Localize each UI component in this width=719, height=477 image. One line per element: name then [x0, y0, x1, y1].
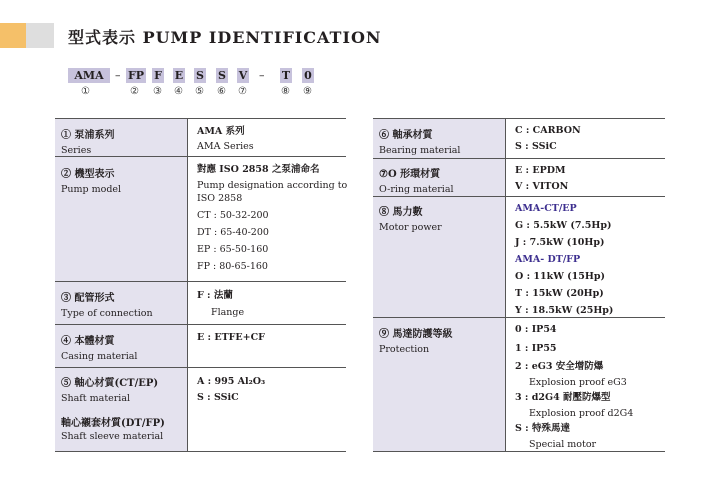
code-part-protection: 0	[302, 68, 314, 83]
value-line: 0 : IP54	[515, 324, 557, 335]
code-part-casing: E	[174, 69, 184, 82]
value-line: 2 : eG3 安全增防爆	[515, 361, 604, 372]
code-dash: –	[115, 69, 121, 82]
code-part-oring: V	[238, 69, 248, 82]
table-row	[55, 324, 346, 368]
label-zh: ⑨ 馬達防護等級	[379, 329, 453, 340]
label-en: Casing material	[61, 351, 138, 362]
code-number: ⑧	[281, 86, 290, 97]
left-spec-table	[55, 118, 346, 452]
row-values	[197, 124, 254, 154]
row-label	[61, 126, 114, 156]
value-line: F : 法蘭	[197, 290, 233, 301]
code-number: ④	[174, 86, 183, 97]
row-label	[379, 325, 452, 355]
value-line: CT : 50-32-200	[197, 210, 269, 221]
code-part-shaft: S	[194, 68, 206, 83]
row-label	[379, 126, 460, 156]
table-row	[55, 156, 346, 282]
value-line: E : ETFE+CF	[197, 332, 265, 343]
row-values	[515, 123, 581, 155]
table-row	[373, 158, 665, 197]
label-zh: ③ 配管形式	[61, 293, 115, 304]
value-line: AMA 系列	[197, 126, 245, 137]
value-line: S : SSiC	[515, 141, 557, 152]
row-values	[197, 330, 265, 345]
row-values	[197, 163, 347, 273]
table-row	[55, 119, 346, 156]
value-line: DT : 65-40-200	[197, 227, 269, 238]
value-line: EP : 65-50-160	[197, 244, 269, 255]
table-row	[55, 281, 346, 325]
label-en: Pump model	[61, 184, 122, 195]
value-line: FP : 80-65-160	[197, 261, 268, 272]
value-line: V : VITON	[515, 181, 569, 192]
value-line: T : 15kW (20Hp)	[515, 288, 604, 299]
value-line: 1 : IP55	[515, 342, 557, 354]
right-spec-table	[373, 118, 665, 452]
label-zh: ⑤ 軸心材質(CT/EP)	[61, 378, 159, 389]
value-line: E : EPDM	[515, 165, 566, 176]
code-number: ⑦	[238, 86, 247, 97]
row-values	[197, 374, 265, 406]
label-zh: ① 泵浦系列	[61, 130, 115, 141]
value-line: J : 7.5kW (10Hp)	[515, 237, 605, 248]
row-label	[379, 203, 442, 233]
value-line: G : 5.5kW (7.5Hp)	[515, 220, 612, 231]
code-number: ⑨	[303, 86, 312, 97]
value-subheading: AMA-CT/EP	[515, 203, 577, 214]
code-part-connection: F	[152, 68, 164, 83]
label-zh: ② 機型表示	[61, 169, 115, 180]
value-line: S : 特殊馬達	[515, 423, 570, 434]
label-zh: ⑧ 馬力數	[379, 207, 423, 218]
accent-bar-orange	[0, 23, 26, 48]
code-number: ①	[81, 86, 90, 97]
row-label	[61, 289, 153, 319]
value-line: C : CARBON	[515, 125, 581, 136]
accent-bar-gray	[26, 23, 54, 48]
value-line: O : 11kW (15Hp)	[515, 271, 606, 282]
value-line: S : SSiC	[197, 392, 239, 403]
table-row	[373, 317, 665, 452]
value-line: Explosion proof d2G4	[529, 407, 634, 419]
code-number: ⑥	[217, 86, 226, 97]
code-number: ②	[130, 86, 139, 97]
label-en: Shaft material	[61, 393, 131, 404]
row-values	[515, 163, 568, 195]
row-label	[61, 165, 121, 195]
value-line: Pump designation according to	[197, 180, 348, 191]
code-number: ⑤	[195, 86, 204, 97]
row-label	[61, 374, 165, 442]
page-title: 型式表示 PUMP IDENTIFICATION	[68, 28, 382, 47]
row-label	[379, 165, 454, 195]
value-line: Flange	[211, 307, 245, 318]
label-en: Shaft sleeve material	[61, 431, 164, 442]
label-zh: ⑥ 軸承材質	[379, 130, 433, 141]
code-number: ③	[153, 86, 162, 97]
value-line: Special motor	[529, 438, 597, 450]
row-values	[515, 322, 633, 452]
row-label	[61, 332, 137, 362]
code-part-bearing: S	[216, 68, 228, 83]
label-zh: ④ 本體材質	[61, 336, 115, 347]
value-line: Y : 18.5kW (25Hp)	[515, 305, 614, 316]
table-row	[373, 119, 665, 158]
code-part-model: FP	[127, 69, 145, 82]
row-values	[197, 287, 244, 321]
value-line: A : 995 Al₂O₃	[197, 376, 266, 387]
label-zh: 軸心襯套材質(DT/FP)	[61, 418, 165, 429]
code-dash: –	[259, 69, 265, 82]
code-part-series: AMA	[68, 68, 110, 83]
label-en: Series	[61, 145, 92, 156]
value-line: Explosion proof eG3	[529, 376, 627, 388]
row-values	[515, 200, 613, 319]
value-subheading: AMA- DT/FP	[515, 254, 581, 265]
label-en: Bearing material	[379, 145, 461, 156]
value-line: ISO 2858	[197, 193, 243, 204]
label-en: Protection	[379, 344, 430, 355]
value-line: AMA Series	[197, 141, 254, 152]
table-row	[55, 367, 346, 452]
label-en: Type of connection	[61, 308, 153, 319]
label-en: O-ring material	[379, 184, 454, 195]
code-part-power: T	[281, 69, 291, 82]
value-line: 對應 ISO 2858 之泵浦命名	[197, 164, 320, 175]
label-en: Motor power	[379, 222, 442, 233]
value-line: 3 : d2G4 耐壓防爆型	[515, 392, 611, 403]
table-row	[373, 196, 665, 318]
label-zh: ⑦O 形環材質	[379, 169, 441, 180]
